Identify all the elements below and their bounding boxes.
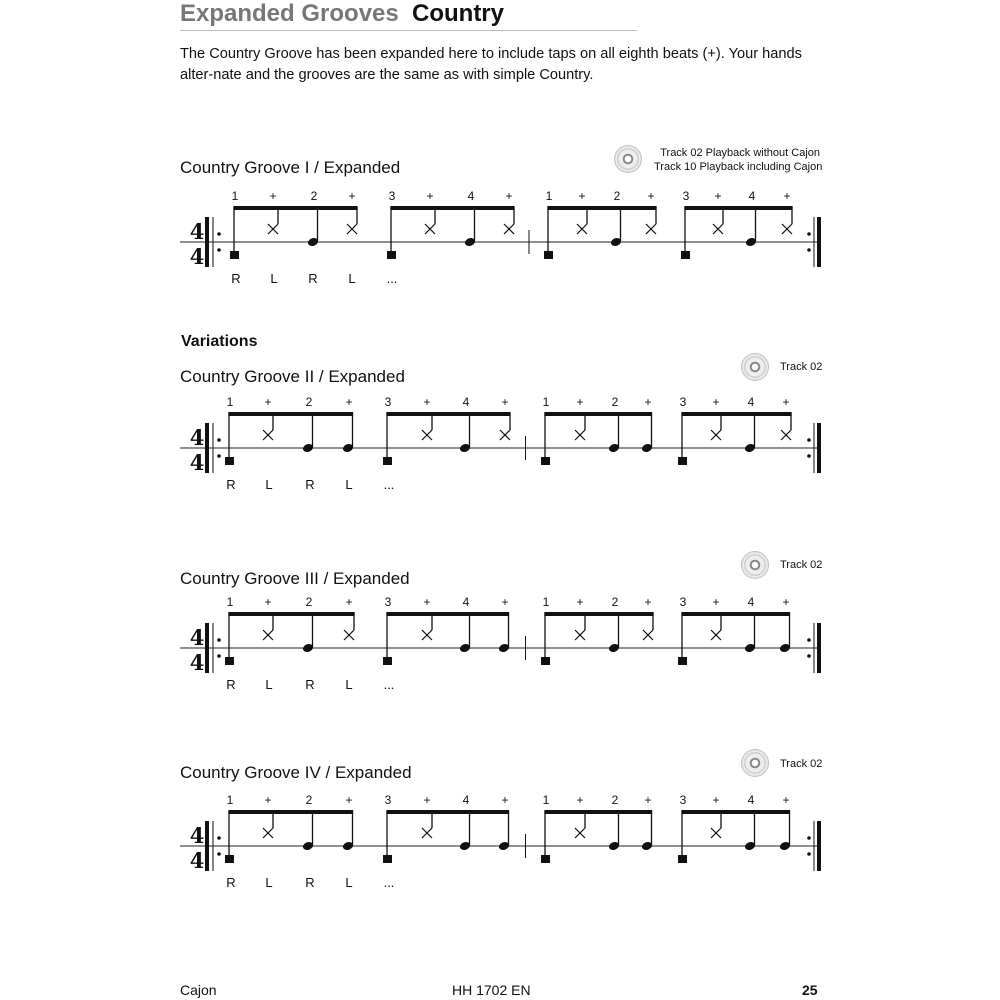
repeat-dot [217,248,221,252]
time-signature-bottom: 4 [189,848,205,873]
count-label: 4 [462,595,470,609]
repeat-dot [217,454,221,458]
hand-label: L [348,271,356,286]
count-label: 2 [305,395,313,409]
variations-heading: Variations [181,333,258,350]
count-label: 3 [384,395,392,409]
beam [544,810,652,814]
count-label: 3 [384,793,392,807]
count-label: + [348,189,356,203]
hand-label: R [226,875,236,890]
hand-label: R [231,271,241,286]
count-label: + [712,793,720,807]
page-number: 25 [802,982,818,998]
track-label: Track 02 [780,758,823,770]
repeat-end-bar [817,821,821,871]
count-label: + [264,793,272,807]
count-label: + [345,595,353,609]
count-label: 3 [679,395,687,409]
repeat-end-bar [817,423,821,473]
count-label: 3 [679,595,687,609]
repeat-dot [807,654,811,658]
count-label: + [264,395,272,409]
hand-label: ... [383,677,395,692]
count-label: 4 [747,595,755,609]
repeat-end-bar [817,217,821,267]
count-label: 1 [542,395,550,409]
count-label: 1 [542,793,550,807]
intro-text: The Country Groove has been expanded here to include taps on all eighth beats (+). Your hands alter-nate and the grooves are the same as with simple Country. [180,46,802,83]
count-label: 4 [467,189,475,203]
hand-label: ... [383,477,395,492]
time-signature-bottom: 4 [189,450,205,475]
beam [681,810,790,814]
count-label: 3 [388,189,396,203]
beam [228,612,354,616]
footer-code: HH 1702 EN [452,982,531,998]
hand-label: L [265,677,273,692]
track-label: Track 02 [780,361,823,373]
count-label: + [578,189,586,203]
count-label: + [426,189,434,203]
count-label: + [505,189,513,203]
count-label: + [345,793,353,807]
count-label: 4 [462,395,470,409]
time-signature-top: 4 [189,219,205,244]
count-label: + [423,395,431,409]
hand-label: ... [383,875,395,890]
beam [228,810,353,814]
count-label: + [576,395,584,409]
hand-label: L [345,477,353,492]
hand-label: L [345,875,353,890]
count-label: + [269,189,277,203]
time-signature-bottom: 4 [189,244,205,269]
time-signature-top: 4 [189,425,205,450]
beam [386,810,509,814]
repeat-start-bar [205,821,209,871]
groove-title-1: Country Groove I / Expanded [180,158,401,177]
count-label: 4 [748,189,756,203]
hand-label: R [305,477,315,492]
count-label: + [501,793,509,807]
hand-label: R [226,677,236,692]
count-label: + [423,793,431,807]
beam [684,206,792,210]
time-signature-top: 4 [189,625,205,650]
time-signature-top: 4 [189,823,205,848]
repeat-dot [807,852,811,856]
count-label: + [501,395,509,409]
beam [544,612,653,616]
count-label: 2 [613,189,621,203]
count-label: 3 [682,189,690,203]
repeat-dot [217,852,221,856]
hand-label: L [265,875,273,890]
repeat-dot [217,638,221,642]
hand-label: R [226,477,236,492]
page-title: Country [412,0,504,27]
repeat-dot [807,454,811,458]
hand-label: R [305,875,315,890]
hand-label: ... [386,271,398,286]
track-label: Track 02 Playback without Cajon [660,147,820,159]
beam [681,412,791,416]
beam [547,206,656,210]
count-label: 4 [462,793,470,807]
count-label: 2 [611,395,619,409]
count-label: 2 [305,793,313,807]
groove-title-4: Country Groove IV / Expanded [180,763,412,782]
beam [681,612,790,616]
count-label: + [501,595,509,609]
groove-title-3: Country Groove III / Expanded [180,569,410,588]
hand-label: L [270,271,278,286]
repeat-dot [217,654,221,658]
count-label: + [264,595,272,609]
count-label: 4 [747,395,755,409]
repeat-dot [807,836,811,840]
hand-label: R [308,271,318,286]
repeat-start-bar [205,423,209,473]
count-label: 3 [679,793,687,807]
count-label: + [714,189,722,203]
count-label: + [712,395,720,409]
hand-label: R [305,677,315,692]
track-label: Track 02 [780,559,823,571]
count-label: 2 [305,595,313,609]
count-label: + [782,793,790,807]
count-label: + [647,189,655,203]
count-label: 1 [545,189,553,203]
track-label: Track 10 Playback including Cajon [654,161,823,173]
repeat-dot [807,232,811,236]
count-label: + [783,189,791,203]
count-label: + [644,595,652,609]
repeat-dot [217,232,221,236]
count-label: + [782,395,790,409]
count-label: 2 [611,595,619,609]
hand-label: L [345,677,353,692]
repeat-dot [807,638,811,642]
count-label: + [345,395,353,409]
count-label: + [576,793,584,807]
groove-title-2: Country Groove II / Expanded [180,367,405,386]
repeat-start-bar [205,623,209,673]
beam [544,412,652,416]
count-label: + [644,793,652,807]
footer-book: Cajon [180,982,217,998]
count-label: 1 [226,793,234,807]
count-label: + [644,395,652,409]
count-label: + [712,595,720,609]
repeat-dot [807,438,811,442]
count-label: 1 [226,395,234,409]
repeat-dot [217,438,221,442]
count-label: 1 [226,595,234,609]
beam [228,412,353,416]
count-label: 1 [542,595,550,609]
count-label: + [423,595,431,609]
beam [386,612,509,616]
repeat-end-bar [817,623,821,673]
count-label: + [576,595,584,609]
time-signature-bottom: 4 [189,650,205,675]
count-label: 4 [747,793,755,807]
beam [386,412,510,416]
count-label: 2 [611,793,619,807]
count-label: 3 [384,595,392,609]
repeat-dot [807,248,811,252]
repeat-start-bar [205,217,209,267]
repeat-dot [217,836,221,840]
hand-label: L [265,477,273,492]
count-label: 1 [231,189,239,203]
count-label: 2 [310,189,318,203]
count-label: + [782,595,790,609]
beam [233,206,357,210]
section-title: Expanded Grooves [180,0,399,27]
beam [390,206,514,210]
